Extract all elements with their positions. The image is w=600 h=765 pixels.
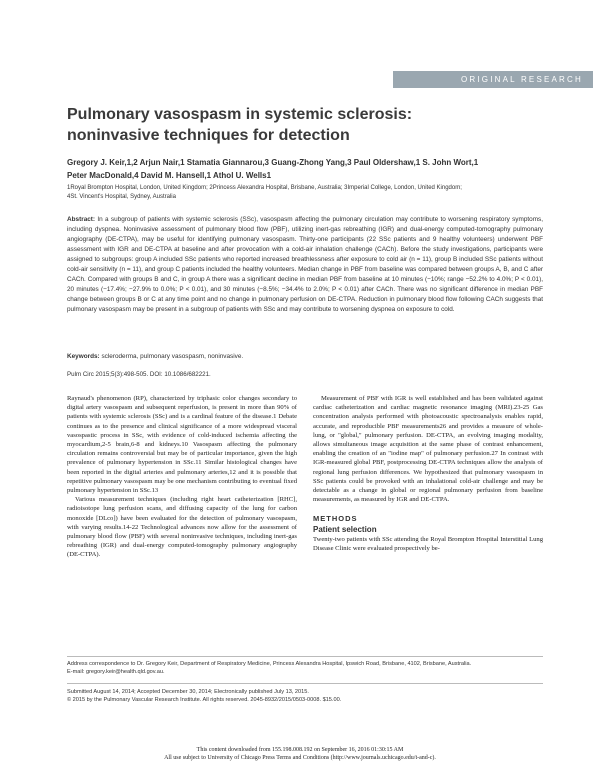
body-paragraph: Various measurement techniques (including right heart catheterization [RHC], radioisotope lung perfusion scans, and diffusing capacity of the lung for carbon monoxide [DLco]) have been evaluated for the detection of pulmonary vasospasm, with varying results.14-22 Technological advances now allow for the assessment of pulmonary blood flow (PBF) with several noninvasive techniques, including inert-gas rebreathing (IGR) and dual-energy computed-tomography pulmonary angiography (DE-CTPA).: [67, 496, 297, 559]
section-label-banner: ORIGINAL RESEARCH: [393, 71, 593, 88]
terms-link[interactable]: All use subject to University of Chicago Press Terms and Conditions (http://www.journals.uchicago.edu/t-and-c).: [164, 755, 436, 761]
abstract: [67, 215, 543, 315]
citation: Pulm Circ 2015;5(3):498-505. DOI: 10.1086/682221.: [67, 371, 211, 378]
affiliation-line-1: 1Royal Brompton Hospital, London, United Kingdom; 2Princess Alexandra Hospital, Brisbane, Australia; 3Imperial College, London, United Kingdom;: [67, 185, 462, 191]
correspondence-note: [67, 660, 543, 676]
copyright-line: © 2015 by the Pulmonary Vascular Research Institute. All rights reserved. 2045-8932/2015/0503-0008. $15.00.: [67, 697, 342, 703]
affiliations: [67, 184, 547, 202]
title-line-2: noninvasive techniques for detection: [67, 127, 350, 144]
author-line-1: Gregory J. Keir,1,2 Arjun Nair,1 Stamatia Giannarou,3 Guang-Zhong Yang,3 Paul Oldershaw,1 S. John Wort,1: [67, 158, 479, 167]
footnote-divider: [67, 656, 543, 657]
footnote-divider: [67, 683, 543, 684]
methods-paragraph: Twenty-two patients with SSc attending the Royal Brompton Hospital Interstitial Lung Disease Clinic were evaluated prospectively be-: [313, 535, 543, 553]
author-line-2: Peter MacDonald,4 David M. Hansell,1 Athol U. Wells1: [67, 171, 272, 180]
abstract-label: Abstract:: [67, 216, 96, 223]
body-paragraph: Raynaud's phenomenon (RP), characterized by triphasic color changes secondary to digital artery vasospasm and subsequent reperfusion, is present in more than 90% of patients with systemic sclerosis (SSc) and is a cardinal feature of the disease.1 Debate continues as to the presence and clinical significance of a more widespread visceral vasospastic process in SSc, with evidence of cold-induced ischemia affecting the myocardium,2-5 brain,6-8 and kidneys.10 Vasospasm affecting the pulmonary circulation remains controversial but may be of particular importance, given the high prevalence of pulmonary hypertension in SSc.11 Similar histological changes have been reported in the digital arteries and pulmonary arteries,12 and it is possible that repetitive pulmonary vasospasm may be one mechanism contributing to eventual fixed pulmonary hypertension in SSc.13: [67, 395, 297, 495]
correspondence-email[interactable]: E-mail: gregory.keir@health.qld.gov.au.: [67, 669, 165, 675]
correspondence-line-1: Address correspondence to Dr. Gregory Keir, Department of Respiratory Medicine, Princess Alexandra Hospital, Ipswich Road, Brisbane, 4102, Brisbane, Australia.: [67, 661, 472, 667]
body-paragraph: Measurement of PBF with IGR is well established and has been validated against cardiac catheterization and cardiac magnetic resonance imaging (MRI).23-25 Gas concentration analysis performed with photoacoustic spectroanalysis enables rapid, accurate, and reproducible PBF measurements26 and provides a measure of whole-lung, or "global," pulmonary perfusion. DE-CTPA, an evolving imaging modality, allows simultaneous image acquisition at the same phase of contrast enhancement, enabling the creation of an "iodine map" of pulmonary perfusion.27 In contrast with IGR-measured global PBF, postprocessing DE-CTPA techniques allow the analysis of regional lung perfusion differences. We hypothesized that pulmonary vasospasm in SSc patients could be provoked with an inhalational cold-air challenge and may be detectable as a change in global or regional pulmonary perfusion from baseline measurements, as measured by IGR and DE-CTPA.: [313, 395, 543, 504]
article-title: [67, 104, 527, 146]
methods-heading: METHODS: [313, 514, 358, 524]
keywords: [67, 353, 543, 360]
submission-dates: Submitted August 14, 2014; Accepted December 30, 2014; Electronically published July 13, 2015.: [67, 689, 309, 695]
author-list: [67, 156, 537, 182]
body-column-right: [313, 394, 543, 553]
download-line-1: This content downloaded from 155.198.008.192 on September 16, 2016 01:30:15 AM: [196, 747, 404, 753]
patient-selection-heading: Patient selection: [313, 524, 377, 534]
affiliation-line-2: 4St. Vincent's Hospital, Sydney, Australia: [67, 194, 176, 200]
keywords-label: Keywords:: [67, 353, 100, 360]
submission-note: [67, 688, 543, 704]
title-line-1: Pulmonary vasospasm in systemic sclerosis:: [67, 106, 413, 123]
abstract-text: In a subgroup of patients with systemic sclerosis (SSc), vasospasm affecting the pulmonary circulation may contribute to worsening respiratory symptoms, including dyspnea. Noninvasive assessment of pulmonary blood flow (PBF), utilizing inert-gas rebreathing (IGR) and dual-energy computed-tomography pulmonary angiography (DE-CTPA), may be useful for identifying pulmonary vasospasm. Thirty-one participants (22 SSc patients and 9 healthy volunteers) underwent PBF assessment with IGR and DE-CTPA at baseline and after provocation with a cold-air inhalation challenge (CACh). Before the study investigations, participants were assigned to subgroups: group A included SSc patients who reported increased breathlessness after exposure to cold air (n = 11), group B included SSc patients without cold-air sensitivity (n = 11), and group C patients included the healthy volunteers. Median change in PBF from baseline was compared between groups A, B, and C after CACh. Compared with groups B and C, in group A there was a significant decline in median PBF from baseline at 10 minutes (−10%; range −52.2% to 4.0%; P < 0.01), 20 minutes (−17.4%; −27.9% to 0.0%; P < 0.01), and 30 minutes (−8.5%; −34.4% to 2.0%; P < 0.01) after CACh. There was no significant difference in median PBF change between groups B or C at any time point and no change in pulmonary perfusion on DE-CTPA. Reduction in pulmonary blood flow following CACh suggests that pulmonary vasospasm may be present in a subgroup of patients with SSc and may contribute to worsening dyspnea on exposure to cold.: [67, 216, 544, 313]
keywords-text: scleroderma, pulmonary vasospasm, noninvasive.: [101, 353, 244, 360]
download-notice: [0, 746, 600, 762]
body-column-left: [67, 394, 297, 560]
